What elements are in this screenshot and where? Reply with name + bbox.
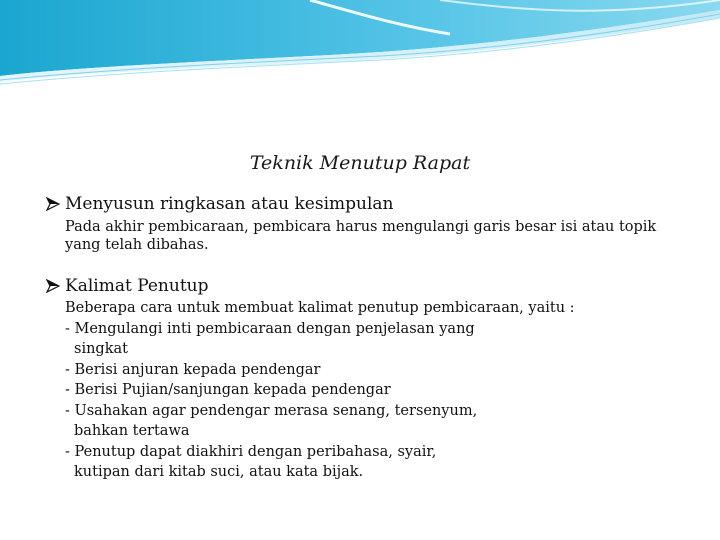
body-line: yang telah dibahas. — [65, 237, 209, 253]
bullet-heading: Kalimat Penutup — [65, 276, 209, 296]
body-line: - Mengulangi inti pembicaraan dengan penjelasan yang — [65, 320, 475, 337]
bullet-body — [65, 298, 686, 483]
body-line: - Berisi Pujian/sanjungan kepada pendengar — [65, 382, 391, 398]
body-line: bahkan tertawa — [74, 423, 190, 439]
body-line: singkat — [74, 341, 128, 357]
bullet-body — [65, 218, 686, 254]
bullet-section-closing — [46, 276, 686, 483]
body-line: - Usahakan agar pendengar merasa senang, tersenyum, — [65, 402, 478, 419]
body-line: Pada akhir pembicaraan, pembicara harus mengulangi garis besar isi atau topik — [65, 219, 657, 235]
arrow-bullet-icon — [46, 279, 60, 293]
slide-title: Teknik Menutup Rapat — [249, 152, 471, 174]
body-line: - Berisi anjuran kepada pendengar — [65, 361, 321, 378]
bullet-heading: Menyusun ringkasan atau kesimpulan — [65, 194, 394, 214]
header-wave-decoration — [0, 0, 720, 90]
bullet-section-summary — [46, 194, 686, 254]
body-line: Beberapa cara untuk membuat kalimat penutup pembicaraan, yaitu : — [65, 300, 575, 316]
body-line: kutipan dari kitab suci, atau kata bijak. — [74, 464, 364, 480]
body-line: - Penutup dapat diakhiri dengan peribahasa, syair, — [65, 443, 437, 460]
arrow-bullet-icon — [46, 197, 60, 211]
